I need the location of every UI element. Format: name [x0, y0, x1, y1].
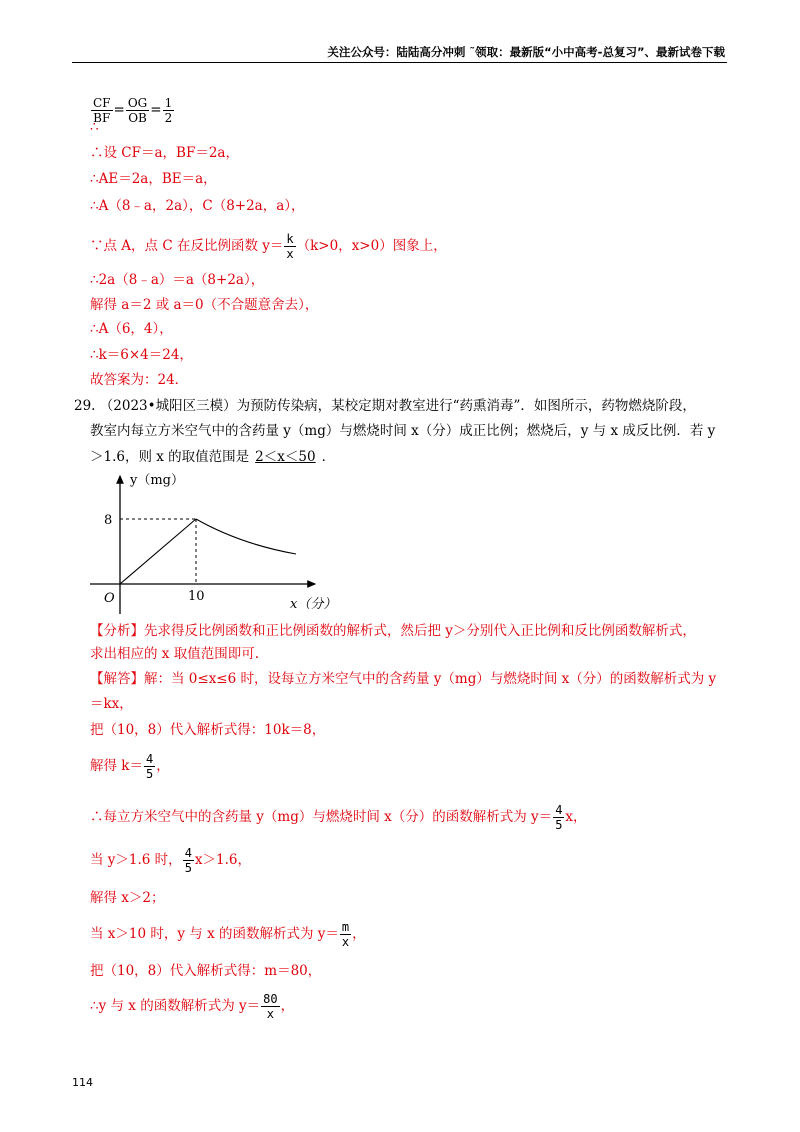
solution-line-3: ∴A（8﹣a，2a），C（8+2a，a）， — [90, 198, 305, 214]
problem-line-3: ＞1.6，则 x 的取值范围是 2＜x＜50 ． — [90, 449, 336, 465]
solution-line-5: ∴2a（8﹣a）＝a（8+2a）， — [90, 272, 265, 288]
answer-line-5: ∴每立方米空气中的含药量 y（mg）与燃烧时间 x（分）的函数解析式为 y＝ $\frac{4}{5}$ x， — [90, 803, 587, 832]
page-header — [72, 38, 727, 63]
fraction-og-ob: $\frac{OG}{OB}$ — [127, 96, 148, 125]
page-number: 114 — [72, 1076, 93, 1089]
problem-line-2: 教室内每立方米空气中的含药量 y（mg）与燃烧时间 x（分）成正比例；燃烧后，y 与 x 成反比例．若 y — [90, 423, 716, 439]
y-tick-label: 8 — [104, 513, 113, 528]
answer-blank: 2＜x＜50 — [255, 449, 316, 465]
graph-figure — [90, 468, 350, 618]
x-axis-label: x（分） — [290, 597, 337, 612]
origin-label: O — [104, 591, 115, 606]
x-tick-label: 10 — [188, 589, 205, 604]
answer-line-10: ∴y 与 x 的函数解析式为 y＝ $\frac{80}{x}$ ， — [90, 992, 295, 1021]
solution-line-9: 故答案为：24． — [90, 372, 189, 388]
inverse-curve — [196, 519, 296, 554]
analysis-line-2: 求出相应的 x 取值范围即可. — [90, 646, 259, 662]
problem-line-1: 29. （2023•城阳区三模）为预防传染病，某校定期对教室进行“药熏消毒”．如图所示，药物燃烧阶段， — [74, 398, 696, 414]
therefore-mark: ∴ — [90, 119, 99, 135]
fraction-one-half: $\frac{1}{2}$ — [164, 96, 173, 125]
answer-line-3: 把（10，8）代入解析式得：10k＝8， — [90, 722, 326, 738]
answer-line-4: 解得 k＝ $\frac{4}{5}$ ， — [90, 752, 170, 781]
header-text: 关注公众号：陆陆高分冲刺 ˜领取：最新版“小中高考-总复习”、最新试卷下载 — [327, 45, 725, 59]
answer-line-9: 把（10，8）代入解析式得：m＝80， — [90, 963, 322, 979]
answer-line-6: 当 y＞1.6 时， $\frac{4}{5}$ x＞1.6， — [90, 846, 252, 875]
solution-line-6: 解得 a＝2 或 a＝0（不合题意舍去）， — [90, 297, 319, 313]
solution-line-8: ∴k＝6×4＝24， — [90, 347, 193, 363]
y-axis-label: y（mg） — [130, 473, 184, 488]
answer-line-1: 【解答】解：当 0≤x≤6 时，设每立方米空气中的含药量 y（mg）与燃烧时间 x（分）的函数解析式为 y — [90, 671, 717, 687]
analysis-line-1: 【分析】先求得反比例函数和正比例函数的解析式，然后把 y＞分别代入正比例和反比例函数解析式， — [90, 623, 696, 639]
answer-line-2: ＝kx， — [90, 696, 133, 712]
ratio-line: $\frac{CF}{BF}$ = $\frac{OG}{OB}$ = $\frac{1}{2}$ — [93, 96, 173, 125]
answer-line-8: 当 x＞10 时，y 与 x 的函数解析式为 y＝ $\frac{m}{x}$ ， — [90, 920, 366, 949]
solution-line-1: ∴设 CF＝a，BF＝2a， — [90, 145, 239, 161]
fraction-cf-bf: $\frac{CF}{BF}$ — [93, 96, 111, 125]
proportional-segment — [120, 519, 196, 584]
solution-line-2: ∴AE＝2a，BE＝a， — [90, 171, 217, 187]
answer-line-7: 解得 x＞2； — [90, 890, 165, 906]
solution-line-7: ∴A（6，4）， — [90, 321, 173, 337]
solution-line-4: ∵点 A，点 C 在反比例函数 y＝ $\frac{k}{x}$ （k>0，x>0）图象上， — [90, 232, 447, 261]
